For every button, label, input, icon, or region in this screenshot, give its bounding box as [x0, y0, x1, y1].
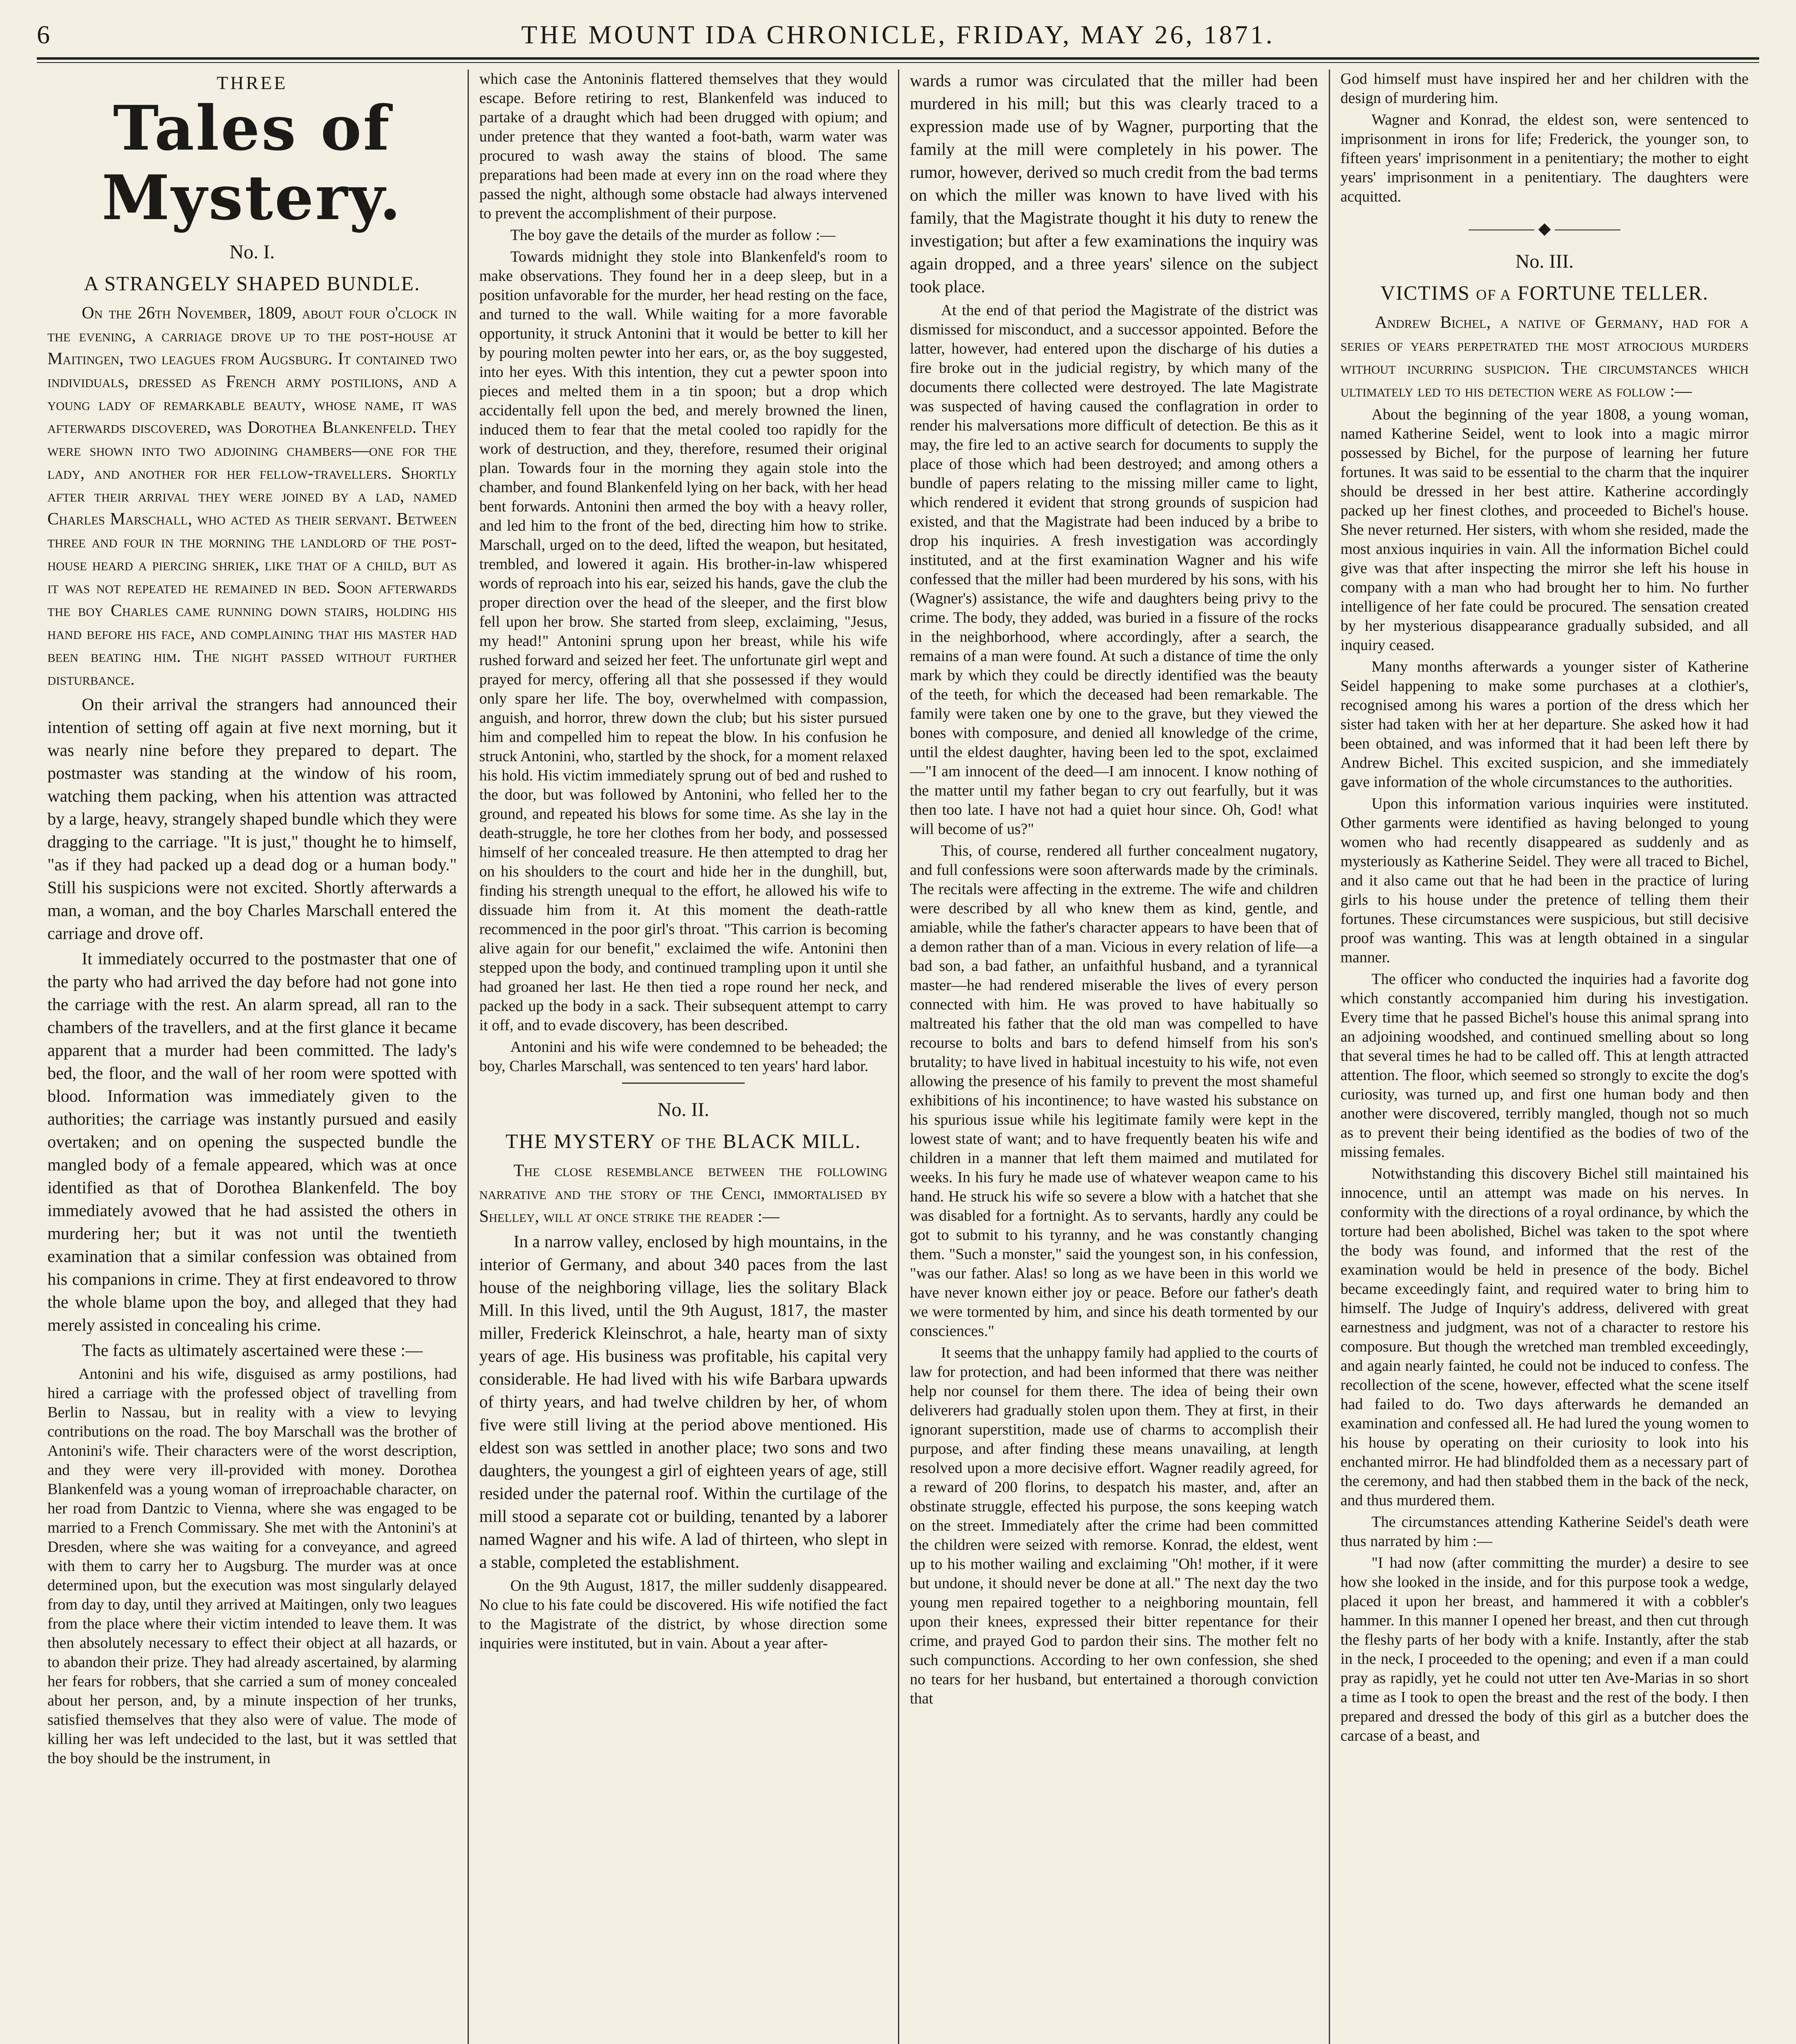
paragraph: Towards midnight they stole into Blankenfeld's room to make observations. They found her in a deep sleep, but in a position unfavorable for the murder, her head resting on the face, and turned to the wall. While waiting for a more favorable opportunity, it struck Antonini that it would be better to kill her by pouring molten pewter into her ears, or, as the boy suggested, into her eyes. With this intention, they cut a pewter spoon into pieces and melted them in a tin spoon; but a drop which accidentally fell upon the bed, and merely browned the linen, induced them to fear that the metal cooled too rapidly for the work of destruction, and they, therefore, resumed their original plan. Towards four in the morning they again stole into the chamber, and found Blankenfeld lying on her back, with her head bent forwards. Antonini then armed the boy with a heavy roller, and led him to the front of the bed, directing him how to strike. Marschall, urged on to the deed, lifted the weapon, but hesitated, trembled, and lowered it again. His brother-in-law whispered words of reproach into his ear, seized his hands, gave the club the proper direction over the head of the sleeper, and the first blow fell upon her brow. She started from sleep, exclaiming, "Jesus, my head!" Antonini sprung upon her breast, while his wife rushed forward and seized her feet. The unfortunate girl wept and prayed for mercy, offering all that she possessed if they would only spare her life. The boy, overwhelmed with compassion, anguish, and horror, threw down the club; but his sister pursued him and compelled him to repeat the blow. In his confusion he struck Antonini, who, startled by the shock, for a moment relaxed his hold. His victim immediately sprung out of bed and rushed to the door, but was followed by Antonini, who felled her to the ground, and repeated his blows for some time. As she lay in the death-struggle, he tore her clothes from her body, and possessed himself of her concealed treasure. He then attempted to drag her on his shoulders to the court and hide her in the dunghill, but, finding his strength unequal to the effort, he allowed his wife to dissuade him from it. At this moment the death-rattle recommenced in the poor girl's throat. "This carrion is becoming alive again for our benefit," exclaimed the wife. Antonini then stepped upon the body, and continued trampling upon it until she had groaned her last. He then tied a rope round her neck, and packed up the body in a sack. Their subsequent attempt to carry it off, and to evade discovery, has been described. — [479, 248, 887, 1034]
section-divider — [622, 1083, 745, 1084]
masthead-rule — [37, 57, 1759, 60]
paragraph: This, of course, rendered all further concealment nugatory, and full confessions were soon afterwards made by the criminals. The recitals were affecting in the extreme. The wife and children were described by all who knew them as kind, gentle, and amiable, while the father's character appears to have been that of a demon rather than of a man. Vicious in every relation of life—a bad son, a bad father, an unfaithful husband, and a tyrannical master—he had rendered miserable the lives of every person connected with him. He was proved to have habitually so maltreated his father that the old man was compelled to have recourse to bolts and bars to defend himself from his son's brutality; to have lived in habitual incestuity to his wife, not even allowing the presence of his family to prevent the most shameful exhibitions of his incontinence; to have wasted his substance on his spurious issue while his legitimate family were kept in the lowest state of want; and to have frequently beaten his wife and children in a manner that left them maimed and mutilated for weeks. In his fury he made use of whatever weapon came to his hand. He struck his wife so severe a blow with a hatchet that she was disabled for a fortnight. As to servants, hardly any could be got to submit to his tyranny, and he was constantly changing them. "Such a monster," said the youngest son, in his confession, "was our father. Alas! so long as we have been in this world we have never known either joy or peace. Before our father's death we were tormented by him, and since his death tormented by our consciences." — [910, 842, 1318, 1340]
column-2 — [468, 69, 898, 2044]
paragraph: On the 9th August, 1817, the miller suddenly disappeared. No clue to his fate could be discovered. His wife notified the fact to the Magistrate of the district, by whose direction some inquiries were instituted, but in vain. About a year after- — [479, 1577, 887, 1652]
section-number: No. III. — [1515, 251, 1574, 272]
paragraph: Wagner and Konrad, the eldest son, were sentenced to imprisonment in irons for life; Frederick, the younger son, to fifteen years' imprisonment in a penitentiary; the mother to eight years' imprisonment in a penitentiary. The daughters were acquitted. — [1340, 111, 1749, 205]
article-body-small — [47, 1365, 457, 1768]
column-3 — [898, 69, 1329, 2044]
paragraph: Many months afterwards a younger sister of Katherine Seidel happening to make some purchases at a clothier's, recognised among his wares a portion of the dress which her sister had taken with her at her departure. She asked how it had been obtained, and was informed that it had been left there by Andrew Bichel. This excited suspicion, and she immediately gave information of the whole circumstances to the authorities. — [1340, 658, 1749, 791]
section-number: No. II. — [657, 1099, 710, 1121]
paragraph: On the 26th November, 1809, about four o'clock in the evening, a carriage drove up to the post-house at Maitingen, two leagues from Augsburg. It contained two individuals, dressed as French army postilions, and a young lady of remarkable beauty, whose name, it was afterwards discovered, was Dorothea Blankenfeld. They were shown into two adjoining chambers—one for the lady, and another for her fellow-travellers. Shortly after their arrival they were joined by a lad, named Charles Marschall, who acted as their servant. Between three and four in the morning the landlord of the post-house heard a piercing shriek, like that of a child, but as it was not repeated he remained in bed. Soon afterwards the boy Charles came running down stairs, holding his hand before his face, and complaining that his master had been beating him. The night passed without further disturbance. — [47, 304, 457, 689]
section-number: No. I. — [229, 241, 275, 263]
paragraph: Antonini and his wife were condemned to be beheaded; the boy, Charles Marschall, was sentenced to ten years' hard labor. — [479, 1038, 887, 1075]
article-body — [1341, 311, 1749, 403]
paragraph: It immediately occurred to the postmaster that one of the party who had arrived the day before had not gone into the carriage with the rest. An alarm spread, all ran to the chambers of the travellers, and at the first glance it became apparent that a murder had been committed. The lady's bed, the floor, and the wall of her room were spotted with blood. Information was immediately given to the authorities; the carriage was instantly pursued and easily overtaken; and on opening the suspected bundle the mangled body of a female appeared, which was at once identified as that of Dorothea Blankenfeld. The boy immediately avowed that he had assisted the others in murdering her; but it was not until the twentieth examination that a similar confession was obtained from his companions in crime. They at first endeavored to throw the whole blame upon the boy, and alleged that they had merely assisted in concealing his crime. — [47, 950, 457, 1335]
masthead — [37, 16, 1759, 53]
section-title: A STRANGELY SHAPED BUNDLE. — [84, 272, 421, 295]
page-number: 6 — [37, 20, 50, 49]
article-body-small — [910, 301, 1318, 1708]
article-body-small — [1341, 405, 1749, 1746]
masthead-title: THE MOUNT IDA CHRONICLE, FRIDAY, MAY 26, 1871. — [521, 20, 1275, 49]
paragraph: The close resemblance between the following narrative and the story of the Cenci, immortalised by Shelley, will at once strike the reader :— — [479, 1161, 887, 1226]
paragraph: The officer who conducted the inquiries had a favorite dog which constantly accompanied him during his investigation. Every time that he passed Bichel's house this animal sprang into an adjoining woodshed, and continued smelling about so long that several times he had to be called off. This at length attracted attention. The floor, which seemed so strongly to excite the dog's curiosity, was turned up, and first one human body and then another were discovered, terribly mangled, though not so much as to prevent their being identified as the bodies of two of the missing females. — [1340, 970, 1749, 1161]
feature-kicker: THREE — [217, 72, 288, 93]
paragraph: It seems that the unhappy family had applied to the courts of law for protection, and had been informed that there was neither help nor counsel for them there. The idea of being their own deliverers had gradually stolen upon them. They at first, in their ignorant superstition, made use of charms to accomplish their purpose, and after finding these means unavailing, at length resolved upon a more decisive effort. Wagner readily agreed, for a reward of 200 florins, to despatch his master, and, after an obstinate struggle, effected his purpose, the sons keeping watch on the street. Immediately after the crime had been committed the children were seized with remorse. Konrad, the eldest, went up to his mother wailing and exclaiming "Oh! mother, if it were but undone, it should never be done at all." The next day the two young men repaired together to a neighboring mountain, fell upon their knees, expressed their bitter repentance for their crime, and prayed God to pardon their sins. The mother felt no such compunctions. According to her own confession, she shed no tears for her husband, but entertained a thorough conviction that — [910, 1344, 1318, 1707]
columns — [37, 69, 1759, 2044]
paragraph: Upon this information various inquiries were instituted. Other garments were identified as having belonged to young women who had recently disappeared as suddenly and as mysteriously as Katherine Seidel. They were all traced to Bichel, and it also came out that he had been in the practice of luring girls to his house under the pretence of telling them their fortunes. These circumstances were suspicious, but still decisive proof was wanting. This was at length obtained in a singular manner. — [1340, 795, 1749, 966]
article-body — [910, 69, 1318, 298]
paragraph: About the beginning of the year 1808, a young woman, named Katherine Seidel, went to look into a magic mirror possessed by Bichel, for the purpose of learning her future fortunes. It was said to be essential to the charm that the inquirer should be dressed in her best attire. Katherine accordingly packed up her finest clothes, and proceeded to Bichel's house. She never returned. Her sisters, with whom she resided, made the most anxious inquiries in vain. All the information Bichel could give was that after inspecting the mirror she left his house in company with a man who had brought her to him. No further intelligence of her fate could be procured. The sensation created by her mysterious disappearance gradually subsided, and all inquiry ceased. — [1340, 406, 1749, 654]
paragraph: which case the Antoninis flattered themselves that they would escape. Before retiring to rest, Blankenfeld was induced to partake of a draught which had been drugged with opium; and under pretence that they wanted a foot-bath, warm water was procured to wash away the stains of blood. The same preparations had been made at every inn on the road where they passed the night, although some obstacle had always intervened to prevent the accomplishment of their purpose. — [479, 70, 887, 222]
paragraph: The facts as ultimately ascertained were these :— — [82, 1341, 423, 1360]
paragraph: wards a rumor was circulated that the miller had been murdered in his mill; but this was clearly traced to a expression made use of by Wagner, purporting that the family at the mill were completely in his power. The rumor, however, derived so much credit from the bad terms on which the miller was known to have lived with his family, that the Magistrate thought it his duty to renew the investigation; but after a few examinations the inquiry was again dropped, and a three years' silence on the subject took place. — [910, 72, 1318, 296]
paragraph: Antonini and his wife, disguised as army postilions, had hired a carriage with the professed object of travelling from Berlin to Nassau, but in reality with a view to levying contributions on the road. The boy Marschall was the brother of Antonini's wife. Their characters were of the worst description, and they were very ill-provided with money. Dorothea Blankenfeld was a young woman of irreproachable character, on her road from Dantzic to Vienna, where she was engaged to be married to a French Commissary. She met with the Antonini's at Dresden, where she was waiting for a conveyance, and agreed with them to carry her to Augsburg. The murder was at once determined upon, but the execution was most singularly delayed from day to day, until they arrived at Maitingen, only two leagues from the place where their victim intended to leave them. It was then absolutely necessary to effect their object at all hazards, or to abandon their prize. They had already ascertained, by alarming her fears for robbers, that she carried a sum of money concealed about her person, and, by a minute inspection of her trunks, satisfied themselves that they also were of value. The mode of killing her was left undecided to the last, but it was settled that the boy should be the instrument, in — [47, 1365, 457, 1767]
column-1 — [37, 69, 468, 2044]
paragraph: God himself must have inspired her and her children with the design of murdering him. — [1340, 70, 1749, 107]
article-body-small — [479, 69, 888, 1076]
column-4 — [1329, 69, 1760, 2044]
article-body-small — [1341, 69, 1749, 206]
paragraph: Notwithstanding this discovery Bichel still maintained his innocence, until an attempt was made on his nerves. In conformity with the directions of a royal ordinance, by which the torture had been abolished, Bichel was taken to the spot where the body was found, and informed that the rest of the examination would be held in presence of the body. Bichel became exceedingly faint, and required water to bring him to himself. The Judge of Inquiry's address, delivered with great earnestness and judgment, was not of a character to restore his composure. But though the wretched man trembled exceedingly, and again nearly fainted, he could not be induced to confess. The recollection of the scene, however, effected what the scene itself had failed to do. Two days afterwards he demanded an examination and confessed all. He had lured the young women to his house by operating on their curiosity to look into his enchanted mirror. He had blindfolded them as a necessary part of the ceremony, and had then stabbed them in the back of the neck, and thus murdered them. — [1340, 1165, 1749, 1509]
section-title: THE MYSTERY OF THE BLACK MILL. — [505, 1130, 861, 1152]
paragraph: Andrew Bichel, a native of Germany, had for a series of years perpetrated the most atrocious murders without incurring suspicion. The circumstances which ultimately led to his detection were as follow :— — [1340, 313, 1749, 401]
masthead-rule-thin — [37, 62, 1759, 63]
paragraph: The boy gave the details of the murder as follow :— — [510, 226, 836, 244]
paragraph: At the end of that period the Magistrate of the district was dismissed for misconduct, and a successor appointed. Before the latter, however, had entered upon the discharge of his duties a fire broke out in the judicial registry, by which many of the documents there collected were destroyed. The late Magistrate was suspected of having caused the conflagration in order to render his malversations more difficult of detection. Be this as it may, the fire led to an active search for documents to supply the place of those which had been destroyed; and among others a bundle of papers relating to the missing miller came to light, which rendered it evident that strong grounds of suspicion had existed, and that the Magistrate had been induced by a bribe to drop his inquiries. A fresh investigation was accordingly instituted, and at the first examination Wagner and his wife confessed that the miller had been murdered by his sons, with his (Wagner's) assistance, the wife and daughters being privy to the crime. The body, they added, was buried in a fissure of the rocks in the neighborhood, where accordingly, after a search, the remains of a man were found. At such a distance of time the only mark by which they could be directly identified was the beauty of the teeth, for which the deceased had been remarkable. The family were taken one by one to the grave, but they viewed the bones with composure, and denied all knowledge of the crime, until the eldest daughter, having been led to the spot, exclaimed—"I am innocent of the deed—I am innocent. I know nothing of the matter until my father began to cry out fearfully, but it was then too late. I have not had a quiet hour since. Oh, God! what will become of us?" — [910, 302, 1318, 838]
article-body-small — [479, 1576, 888, 1653]
ornament-divider: ―――― ◆ ―――― — [1469, 219, 1621, 238]
section-title: VICTIMS OF A FORTUNE TELLER. — [1380, 281, 1709, 304]
paragraph: "I had now (after committing the murder) a desire to see how she looked in the inside, and for this purpose took a wedge, placed it upon her breast, and hammered it with a cobbler's hammer. In this manner I opened her breast, and then cut through the fleshy parts of her body with a knife. Instantly, after the stab in the neck, I proceeded to the opening; and even if a man could pray as rapidly, yet he could not utter ten Ave-Marias in so short a time as I took to open the breast and the rest of the body. I then prepared and dressed the body of this girl as a butcher does the carcase of a beast, and — [1340, 1554, 1749, 1744]
article-body — [479, 1159, 888, 1574]
paragraph: On their arrival the strangers had announced their intention of setting off again at five next morning, but it was nearly nine before they prepared to depart. The postmaster was standing at the window of his room, watching them packing, when his attention was attracted by a large, heavy, strangely shaped bundle which they were dragging to the carriage. "It is just," thought he to himself, "as if they had packed up a dead dog or a human body." Still his suspicions were not excited. Shortly afterwards a man, a woman, and the boy Charles Marschall entered the carriage and drove off. — [47, 695, 457, 943]
article-body — [47, 302, 457, 1362]
paragraph: In a narrow valley, enclosed by high mountains, in the interior of Germany, and about 340 paces from the last house of the neighboring village, lies the solitary Black Mill. In this lived, until the 9th August, 1817, the master miller, Frederick Kleinschrot, a hale, hearty man of sixty years of age. His business was profitable, his capital very considerable. He had lived with his wife Barbara upwards of thirty years, and had twelve children by her, of whom five were still living at the period above mentioned. His eldest son was settled in another place; two sons and two daughters, the youngest a girl of eighteen years of age, still resided under the paternal roof. Within the curtilage of the mill stood a separate cot or building, tenanted by a laborer named Wagner and his wife. A lad of thirteen, who slept in a stable, completed the establishment. — [479, 1233, 887, 1572]
feature-headline: Tales of Mystery. — [101, 92, 403, 234]
paragraph: The circumstances attending Katherine Seidel's death were thus narrated by him :— — [1340, 1513, 1749, 1550]
